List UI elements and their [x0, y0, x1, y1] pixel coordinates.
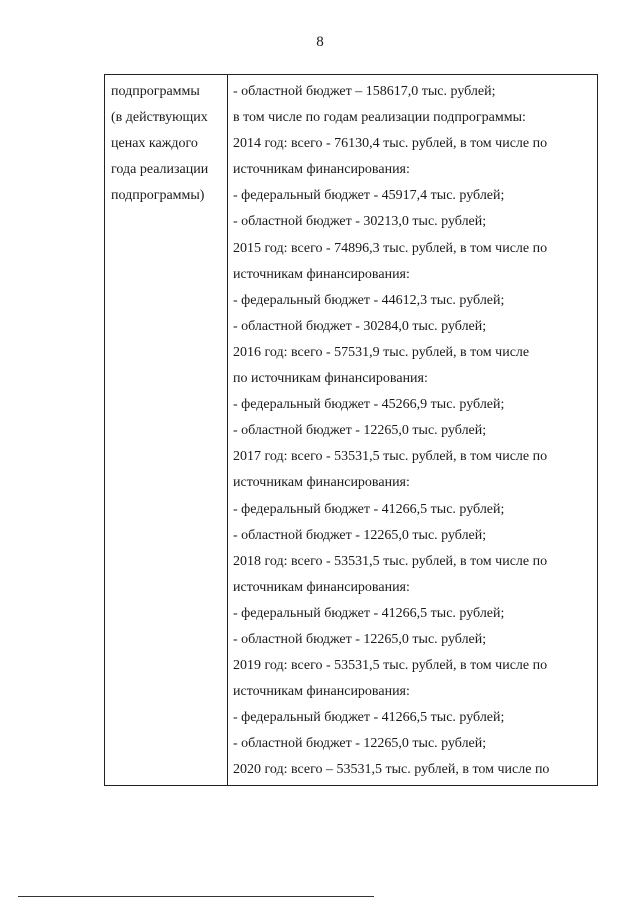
content-line: - областной бюджет - 12265,0 тыс. рублей; — [233, 423, 487, 439]
content-line: 2014 год: всего - 76130,4 тыс. рублей, в том числе по — [233, 136, 548, 152]
table-cell-content — [228, 75, 598, 786]
content-line: источникам финансирования: — [233, 579, 410, 595]
funding-table — [104, 74, 598, 786]
content-line: - федеральный бюджет - 44612,3 тыс. рублей; — [233, 292, 505, 308]
content-line: - федеральный бюджет - 41266,5 тыс. рублей; — [233, 501, 505, 517]
footer-rule — [18, 896, 374, 897]
label-line: (в действующих — [111, 110, 208, 126]
content-line: - федеральный бюджет - 41266,5 тыс. рублей; — [233, 710, 505, 726]
content-line: в том числе по годам реализации подпрограммы: — [233, 110, 526, 126]
content-line: 2016 год: всего - 57531,9 тыс. рублей, в том числе — [233, 344, 530, 360]
content-line: - областной бюджет - 30213,0 тыс. рублей; — [233, 214, 487, 230]
content-line: - областной бюджет - 30284,0 тыс. рублей; — [233, 318, 487, 334]
content-line: - федеральный бюджет - 45917,4 тыс. рублей; — [233, 188, 505, 204]
label-line: ценах каждого — [111, 136, 198, 152]
label-line: года реализации — [111, 162, 209, 178]
content-line: 2020 год: всего – 53531,5 тыс. рублей, в том числе по — [233, 762, 550, 778]
label-line: подпрограммы) — [111, 188, 205, 204]
table-cell-label — [105, 75, 228, 786]
content-line: источникам финансирования: — [233, 162, 410, 178]
content-line: 2017 год: всего - 53531,5 тыс. рублей, в том числе по — [233, 449, 548, 465]
content-line: - областной бюджет - 12265,0 тыс. рублей; — [233, 527, 487, 543]
table-row — [105, 75, 598, 786]
content-line: 2019 год: всего - 53531,5 тыс. рублей, в том числе по — [233, 658, 548, 674]
content-line: источникам финансирования: — [233, 266, 410, 282]
page-number: 8 — [316, 34, 324, 50]
content-line: источникам финансирования: — [233, 475, 410, 491]
content-line: 2018 год: всего - 53531,5 тыс. рублей, в том числе по — [233, 553, 548, 569]
content-line: - областной бюджет - 12265,0 тыс. рублей; — [233, 631, 487, 647]
content-line: - федеральный бюджет - 45266,9 тыс. рублей; — [233, 397, 505, 413]
content-line: - областной бюджет - 12265,0 тыс. рублей; — [233, 736, 487, 752]
label-lines — [105, 75, 227, 209]
content-line: по источникам финансирования: — [233, 371, 428, 387]
content-line: 2015 год: всего - 74896,3 тыс. рублей, в том числе по — [233, 240, 548, 256]
content-lines — [228, 75, 597, 784]
content-line: - областной бюджет – 158617,0 тыс. рублей; — [233, 84, 496, 99]
content-line: - федеральный бюджет - 41266,5 тыс. рублей; — [233, 605, 505, 621]
content-line: источникам финансирования: — [233, 684, 410, 700]
label-line: подпрограммы — [111, 84, 200, 99]
